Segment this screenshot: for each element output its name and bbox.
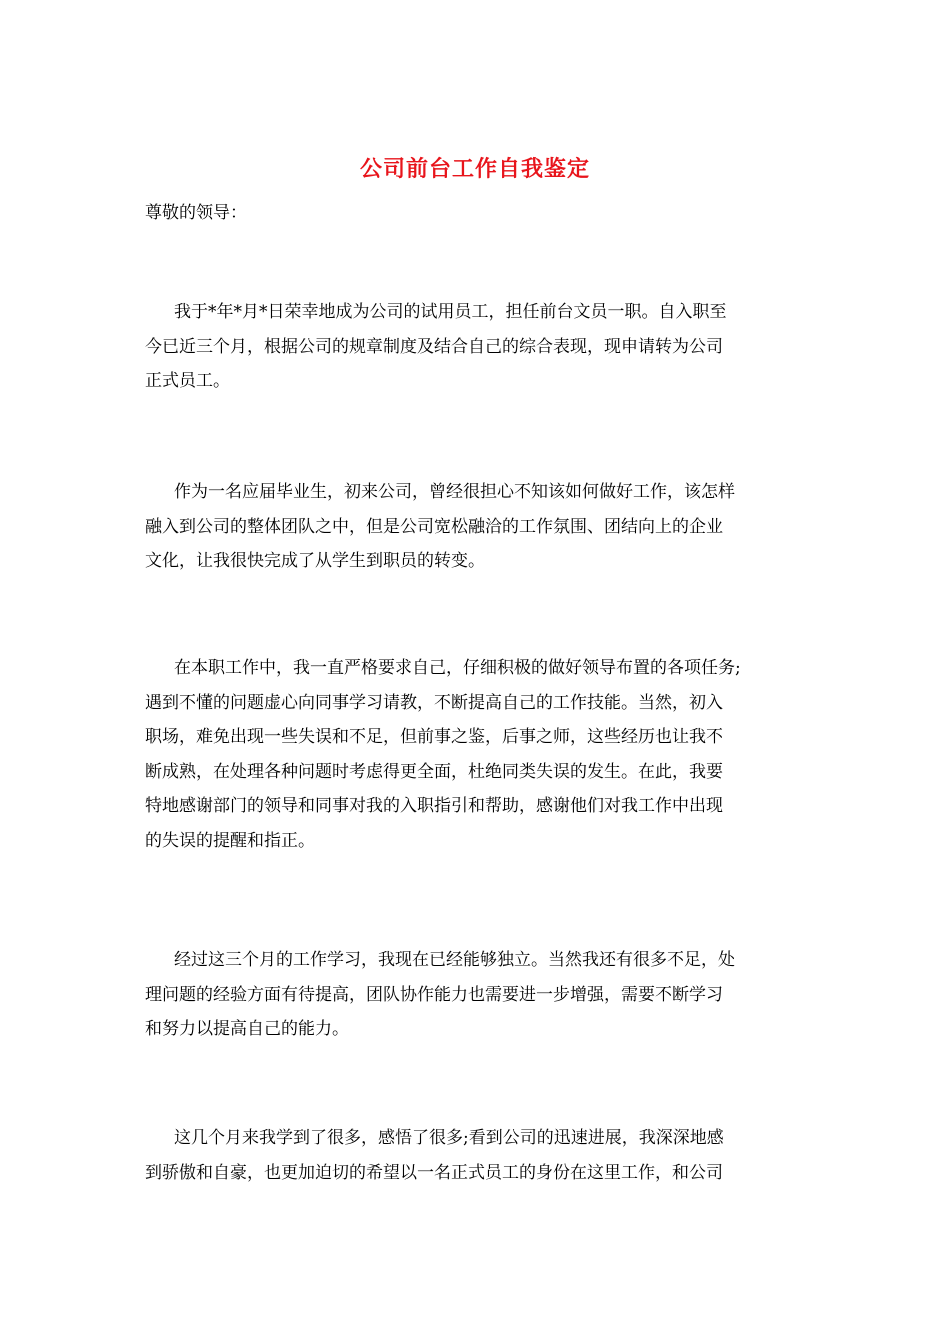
paragraph-line: 正式员工。 bbox=[145, 371, 230, 391]
paragraph-4 bbox=[145, 943, 815, 1047]
salutation: 尊敬的领导： bbox=[145, 203, 247, 223]
paragraph-1 bbox=[145, 295, 815, 399]
paragraph-line: 到骄傲和自豪，也更加迫切的希望以一名正式员工的身份在这里工作，和公司 bbox=[145, 1162, 723, 1183]
paragraph-line: 和努力以提高自己的能力。 bbox=[145, 1019, 349, 1039]
paragraph-2 bbox=[145, 475, 815, 579]
paragraph-line: 我于*年*月*日荣幸地成为公司的试用员工，担任前台文员一职。自入职至 bbox=[174, 302, 727, 322]
paragraph-line: 这几个月来我学到了很多，感悟了很多;看到公司的迅速进展，我深深地感 bbox=[174, 1128, 724, 1148]
paragraph-line: 在本职工作中，我一直严格要求自己，仔细积极的做好领导布置的各项任务; bbox=[174, 658, 741, 678]
paragraph-line: 理问题的经验方面有待提高，团队协作能力也需要进一步增强，需要不断学习 bbox=[145, 984, 723, 1005]
paragraph-line: 经过这三个月的工作学习，我现在已经能够独立。当然我还有很多不足，处 bbox=[174, 950, 735, 970]
paragraph-line: 职场，难免出现一些失误和不足，但前事之鉴，后事之师，这些经历也让我不 bbox=[145, 727, 723, 747]
document-title: 公司前台工作自我鉴定 bbox=[359, 156, 590, 182]
paragraph-line: 的失误的提醒和指正。 bbox=[145, 830, 315, 851]
paragraph-line: 遇到不懂的问题虚心向同事学习请教，不断提高自己的工作技能。当然，初入 bbox=[145, 692, 723, 713]
paragraph-line: 断成熟，在处理各种问题时考虑得更全面，杜绝同类失误的发生。在此，我要 bbox=[145, 761, 723, 782]
paragraph-line: 今已近三个月，根据公司的规章制度及结合自己的综合表现，现申请转为公司 bbox=[145, 336, 723, 357]
paragraph-5 bbox=[145, 1121, 815, 1190]
paragraph-3 bbox=[145, 651, 815, 858]
paragraph-line: 融入到公司的整体团队之中，但是公司宽松融洽的工作氛围、团结向上的企业 bbox=[145, 516, 723, 537]
paragraph-line: 特地感谢部门的领导和同事对我的入职指引和帮助，感谢他们对我工作中出现 bbox=[145, 796, 723, 816]
paragraph-line: 作为一名应届毕业生，初来公司，曾经很担心不知该如何做好工作，该怎样 bbox=[174, 482, 735, 502]
paragraph-line: 文化，让我很快完成了从学生到职员的转变。 bbox=[145, 551, 485, 571]
